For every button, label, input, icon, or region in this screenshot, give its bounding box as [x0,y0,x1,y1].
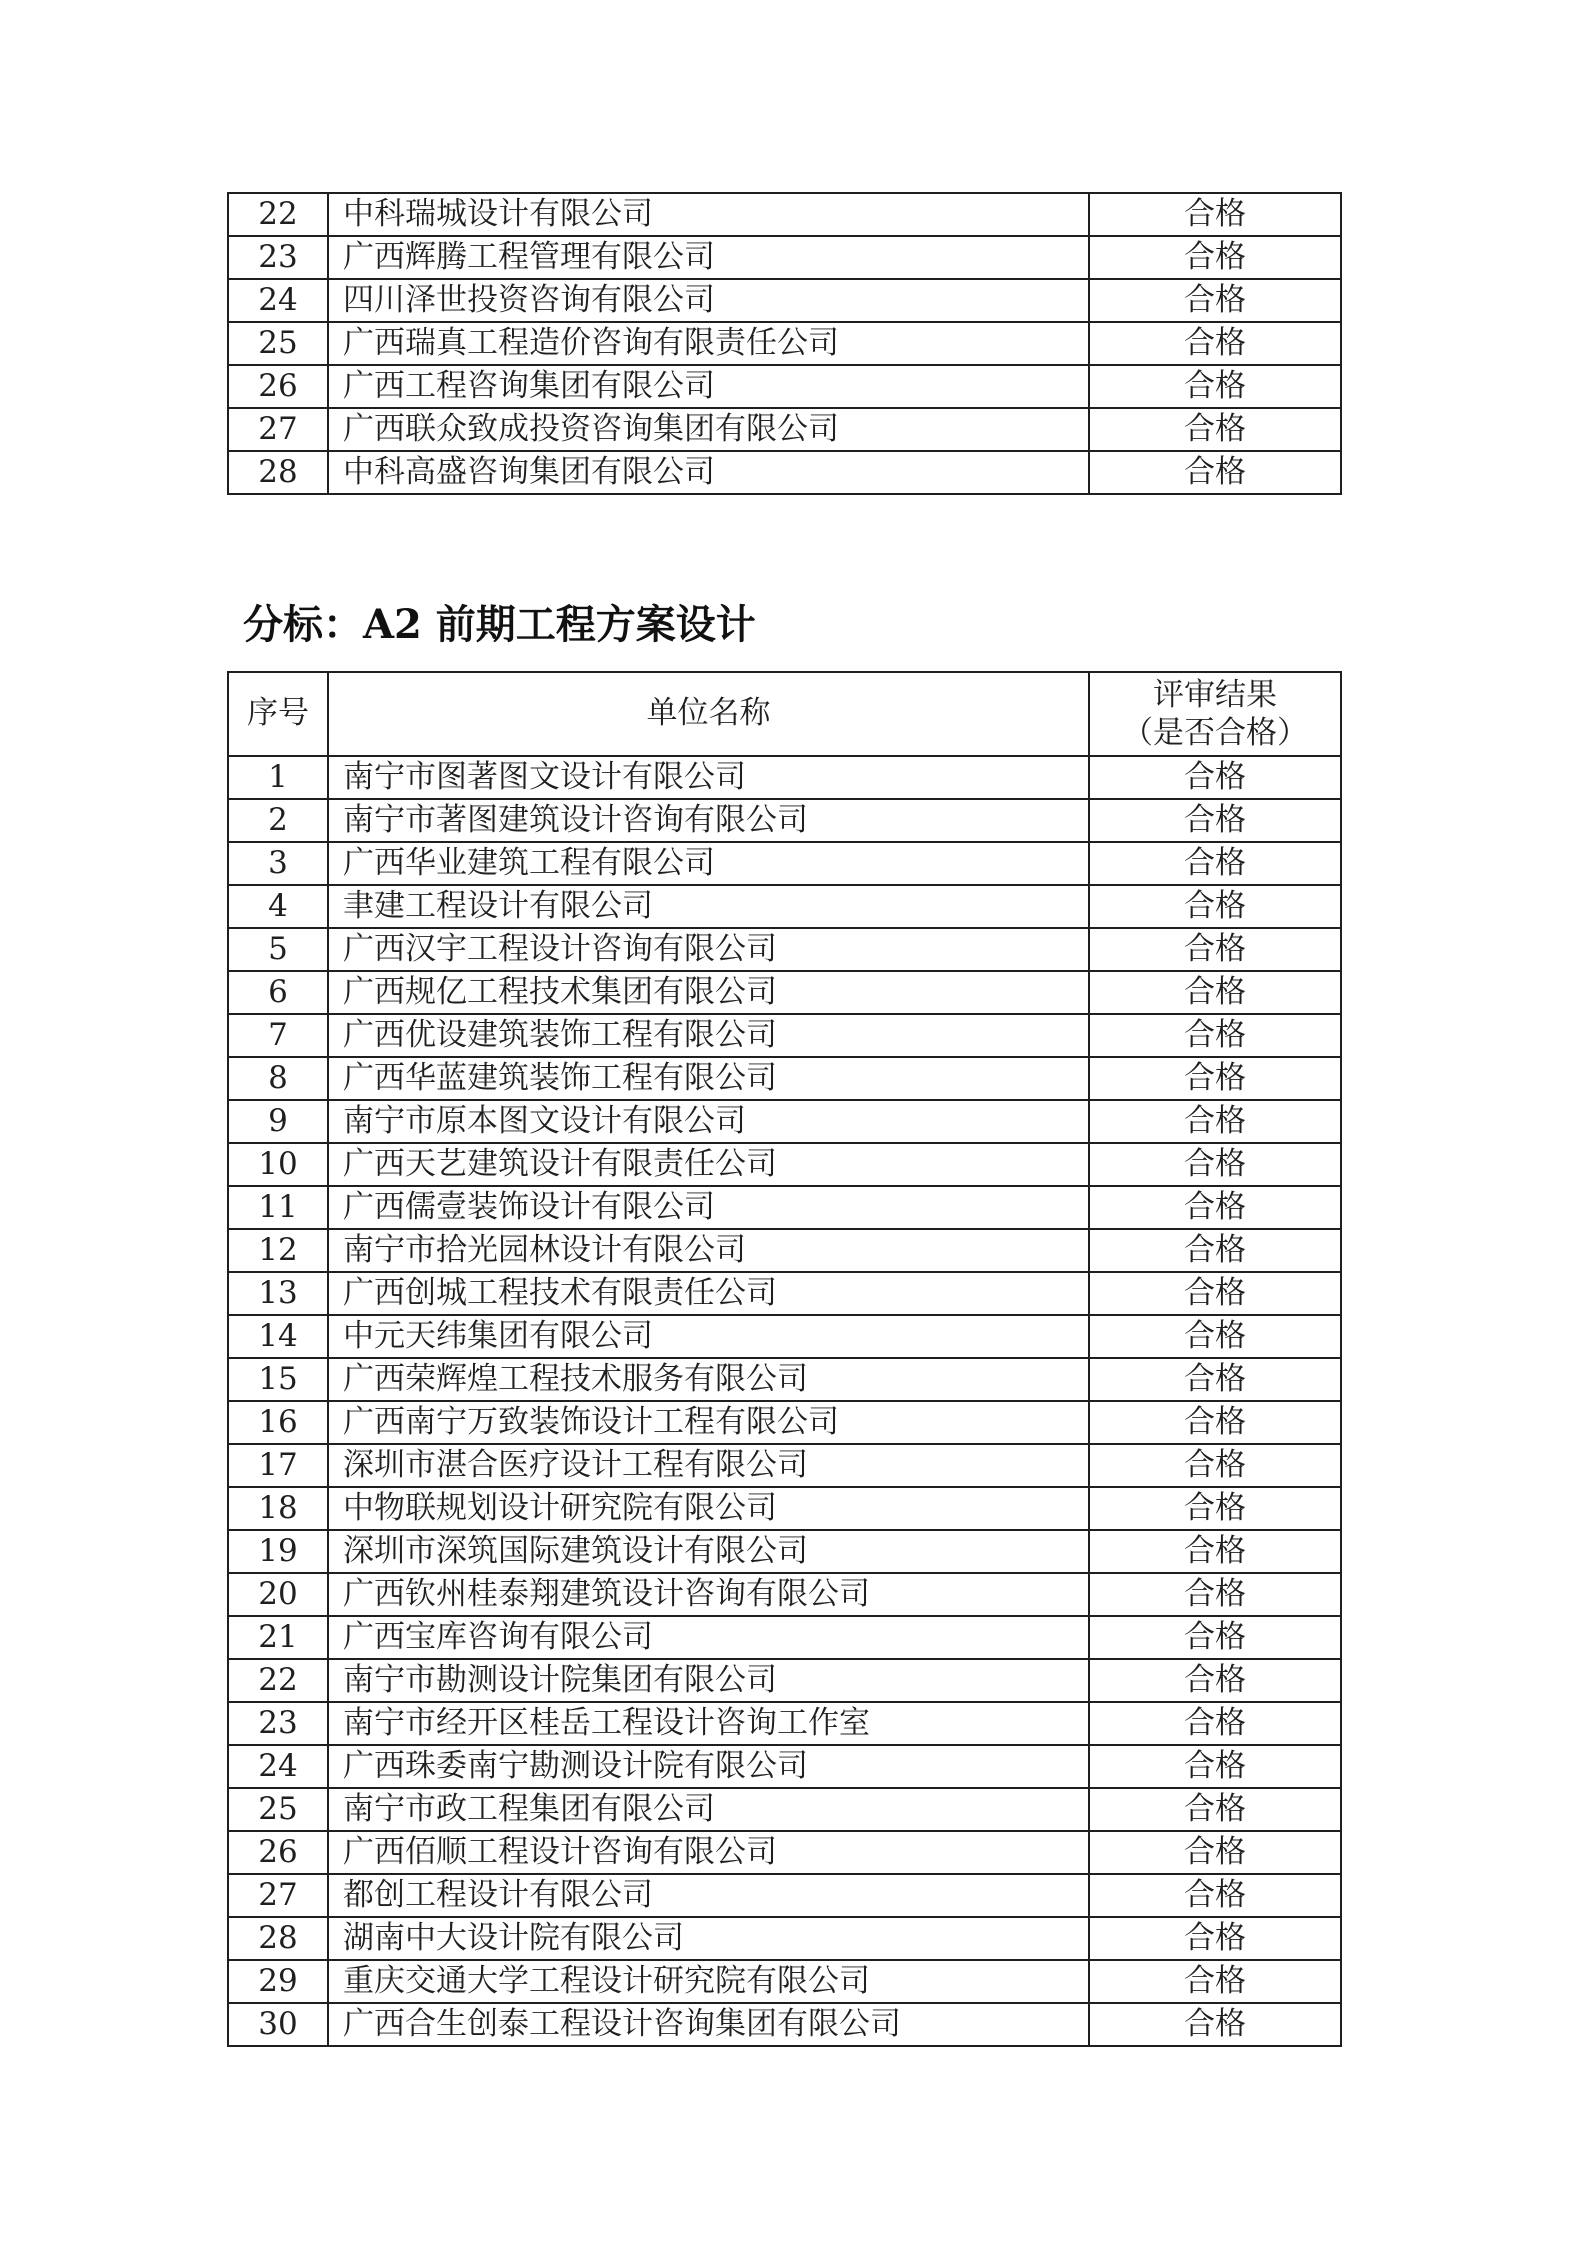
company-name-cell: 四川泽世投资咨询有限公司 [328,279,1089,322]
company-name-cell: 广西优设建筑装饰工程有限公司 [328,1014,1089,1057]
result-cell: 合格 [1089,1702,1341,1745]
result-cell: 合格 [1089,1960,1341,2003]
company-name-cell: 广西辉腾工程管理有限公司 [328,236,1089,279]
table-row [228,1831,1341,1874]
result-cell: 合格 [1089,1401,1341,1444]
table-row [228,1358,1341,1401]
row-number-cell: 2 [228,799,328,842]
row-number-cell: 4 [228,885,328,928]
company-name-cell: 中元天纬集团有限公司 [328,1315,1089,1358]
row-number-cell: 21 [228,1616,328,1659]
table-row [228,799,1341,842]
row-number-cell: 12 [228,1229,328,1272]
company-name-cell: 都创工程设计有限公司 [328,1874,1089,1917]
company-name-cell: 广西汉宇工程设计咨询有限公司 [328,928,1089,971]
company-name-cell: 广西瑞真工程造价咨询有限责任公司 [328,322,1089,365]
result-cell: 合格 [1089,1616,1341,1659]
row-number-cell: 11 [228,1186,328,1229]
row-number-cell: 1 [228,756,328,799]
company-name-cell: 广西荣辉煌工程技术服务有限公司 [328,1358,1089,1401]
result-cell: 合格 [1089,193,1341,236]
company-name-cell: 广西儒壹装饰设计有限公司 [328,1186,1089,1229]
result-cell: 合格 [1089,1444,1341,1487]
table-row [228,1229,1341,1272]
row-number-cell: 6 [228,971,328,1014]
row-number-cell: 25 [228,322,328,365]
table-row [228,1960,1341,2003]
table-row [228,1272,1341,1315]
table-row [228,928,1341,971]
column-header-review-result-line1: 评审结果 [1153,677,1277,713]
table-row [228,756,1341,799]
row-number-cell: 22 [228,193,328,236]
review-results-table-a1 [227,192,1342,495]
company-name-cell: 广西合生创泰工程设计咨询集团有限公司 [328,2003,1089,2046]
row-number-cell: 9 [228,1100,328,1143]
table-row [228,1057,1341,1100]
table-row [228,1014,1341,1057]
result-cell: 合格 [1089,1358,1341,1401]
table-row [228,1659,1341,1702]
table-row [228,2003,1341,2046]
row-number-cell: 29 [228,1960,328,2003]
company-name-cell: 中物联规划设计研究院有限公司 [328,1487,1089,1530]
result-cell: 合格 [1089,1057,1341,1100]
result-cell: 合格 [1089,1229,1341,1272]
row-number-cell: 30 [228,2003,328,2046]
company-name-cell: 南宁市勘测设计院集团有限公司 [328,1659,1089,1702]
row-number-cell: 28 [228,1917,328,1960]
result-cell: 合格 [1089,1659,1341,1702]
row-number-cell: 18 [228,1487,328,1530]
company-name-cell: 广西天艺建筑设计有限责任公司 [328,1143,1089,1186]
company-name-cell: 南宁市原本图文设计有限公司 [328,1100,1089,1143]
company-name-cell: 南宁市图著图文设计有限公司 [328,756,1089,799]
result-cell: 合格 [1089,1487,1341,1530]
table-row [228,1530,1341,1573]
result-cell: 合格 [1089,1315,1341,1358]
result-cell: 合格 [1089,279,1341,322]
table-row [228,1100,1341,1143]
company-name-cell: 广西华蓝建筑装饰工程有限公司 [328,1057,1089,1100]
company-name-cell: 广西联众致成投资咨询集团有限公司 [328,408,1089,451]
result-cell: 合格 [1089,1573,1341,1616]
result-cell: 合格 [1089,885,1341,928]
table-header-row [228,672,1341,756]
table-row [228,1186,1341,1229]
company-name-cell: 广西华业建筑工程有限公司 [328,842,1089,885]
row-number-cell: 7 [228,1014,328,1057]
row-number-cell: 26 [228,1831,328,1874]
result-cell: 合格 [1089,451,1341,494]
row-number-cell: 27 [228,1874,328,1917]
row-number-cell: 22 [228,1659,328,1702]
row-number-cell: 28 [228,451,328,494]
column-header-no: 序号 [228,672,328,756]
row-number-cell: 24 [228,279,328,322]
company-name-cell: 广西南宁万致装饰设计工程有限公司 [328,1401,1089,1444]
table-row [228,1702,1341,1745]
result-cell: 合格 [1089,2003,1341,2046]
company-name-cell: 聿建工程设计有限公司 [328,885,1089,928]
result-cell: 合格 [1089,1874,1341,1917]
company-name-cell: 深圳市深筑国际建筑设计有限公司 [328,1530,1089,1573]
company-name-cell: 广西珠委南宁勘测设计院有限公司 [328,1745,1089,1788]
table-row [228,1745,1341,1788]
company-name-cell: 重庆交通大学工程设计研究院有限公司 [328,1960,1089,2003]
table-row [228,193,1341,236]
company-name-cell: 南宁市著图建筑设计咨询有限公司 [328,799,1089,842]
result-cell: 合格 [1089,1143,1341,1186]
table-row [228,1143,1341,1186]
row-number-cell: 13 [228,1272,328,1315]
company-name-cell: 广西创城工程技术有限责任公司 [328,1272,1089,1315]
result-cell: 合格 [1089,756,1341,799]
row-number-cell: 26 [228,365,328,408]
column-header-review-result [1089,672,1341,756]
section-heading-a2: 分标：A2 前期工程方案设计 [243,601,756,648]
table-row [228,279,1341,322]
row-number-cell: 23 [228,1702,328,1745]
column-header-review-result-line2: （是否合格） [1122,715,1308,751]
company-name-cell: 中科瑞城设计有限公司 [328,193,1089,236]
row-number-cell: 27 [228,408,328,451]
row-number-cell: 19 [228,1530,328,1573]
company-name-cell: 南宁市拾光园林设计有限公司 [328,1229,1089,1272]
company-name-cell: 南宁市经开区桂岳工程设计咨询工作室 [328,1702,1089,1745]
company-name-cell: 南宁市政工程集团有限公司 [328,1788,1089,1831]
result-cell: 合格 [1089,1186,1341,1229]
row-number-cell: 16 [228,1401,328,1444]
row-number-cell: 24 [228,1745,328,1788]
company-name-cell: 深圳市湛合医疗设计工程有限公司 [328,1444,1089,1487]
table-row [228,1401,1341,1444]
row-number-cell: 20 [228,1573,328,1616]
row-number-cell: 14 [228,1315,328,1358]
result-cell: 合格 [1089,1831,1341,1874]
result-cell: 合格 [1089,799,1341,842]
row-number-cell: 17 [228,1444,328,1487]
table-row [228,1487,1341,1530]
company-name-cell: 广西宝库咨询有限公司 [328,1616,1089,1659]
table-row [228,1917,1341,1960]
table-row [228,365,1341,408]
review-results-table-a2 [227,671,1342,2047]
row-number-cell: 3 [228,842,328,885]
result-cell: 合格 [1089,1788,1341,1831]
table-row [228,451,1341,494]
row-number-cell: 15 [228,1358,328,1401]
row-number-cell: 10 [228,1143,328,1186]
table-row [228,842,1341,885]
table-row [228,1874,1341,1917]
result-cell: 合格 [1089,322,1341,365]
result-cell: 合格 [1089,928,1341,971]
company-name-cell: 广西工程咨询集团有限公司 [328,365,1089,408]
result-cell: 合格 [1089,1100,1341,1143]
result-cell: 合格 [1089,1014,1341,1057]
result-cell: 合格 [1089,236,1341,279]
result-cell: 合格 [1089,842,1341,885]
result-cell: 合格 [1089,1272,1341,1315]
result-cell: 合格 [1089,971,1341,1014]
company-name-cell: 广西钦州桂泰翔建筑设计咨询有限公司 [328,1573,1089,1616]
table-row [228,1315,1341,1358]
table-row [228,1444,1341,1487]
table-row [228,885,1341,928]
row-number-cell: 5 [228,928,328,971]
result-cell: 合格 [1089,365,1341,408]
table-row [228,1788,1341,1831]
row-number-cell: 8 [228,1057,328,1100]
table-row [228,408,1341,451]
table-row [228,236,1341,279]
row-number-cell: 23 [228,236,328,279]
company-name-cell: 湖南中大设计院有限公司 [328,1917,1089,1960]
table-row [228,971,1341,1014]
table-row [228,1573,1341,1616]
company-name-cell: 广西规亿工程技术集团有限公司 [328,971,1089,1014]
table-row [228,1616,1341,1659]
table-row [228,322,1341,365]
result-cell: 合格 [1089,1917,1341,1960]
company-name-cell: 中科高盛咨询集团有限公司 [328,451,1089,494]
column-header-unit-name: 单位名称 [328,672,1089,756]
result-cell: 合格 [1089,408,1341,451]
result-cell: 合格 [1089,1530,1341,1573]
row-number-cell: 25 [228,1788,328,1831]
company-name-cell: 广西佰顺工程设计咨询有限公司 [328,1831,1089,1874]
result-cell: 合格 [1089,1745,1341,1788]
